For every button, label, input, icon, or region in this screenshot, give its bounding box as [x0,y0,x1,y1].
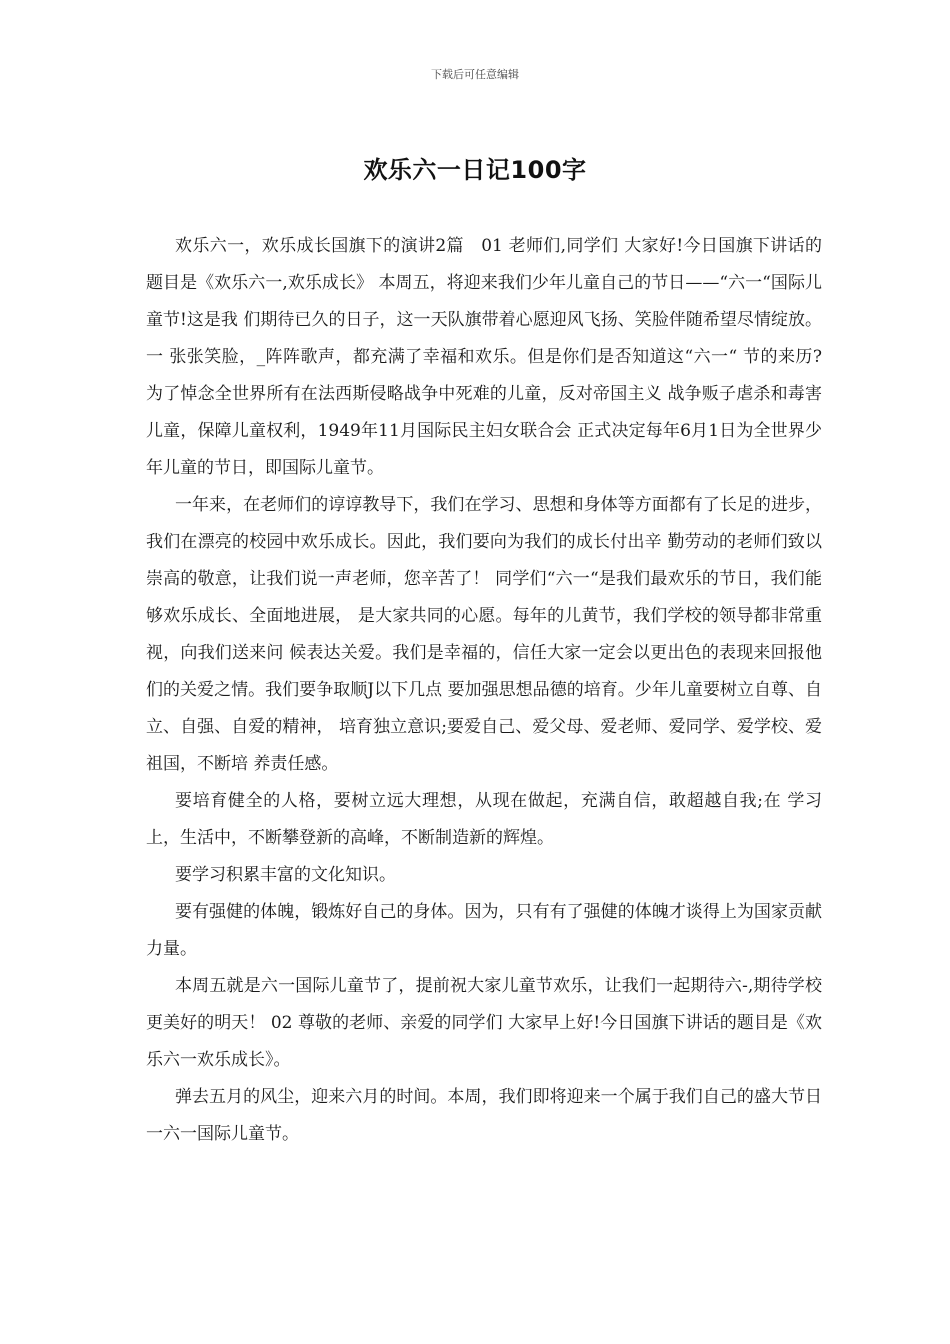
document-title: 欢乐六一日记100字 [363,156,587,184]
header-note: 下载后可任意编辑 [431,68,519,81]
document-body [146,228,822,1153]
paragraph: 欢乐六一，欢乐成长国旗下的演讲2篇 01 老师们,同学们 大家好!今日国旗下讲话的题目是《欢乐六一,欢乐成长》 本周五，将迎来我们少年儿童自己的节日——“六一“国际儿童节!这是我 们期待已久的日子，这一天队旗带着心愿迎风飞扬、笑脸伴随希望尽情绽放。一 张张笑脸，_阵阵歌声，都充满了幸福和欢乐。但是你们是否知道这“六一“ 节的来历? 为了悼念全世界所有在法西斯侵略战争中死难的儿童，反对帝国主义 战争贩子虐杀和毒害儿童，保障儿童权利，1949年11月国际民主妇女联合会 正式决定每年6月1日为全世界少年儿童的节日，即国际儿童节。 [146,236,822,478]
paragraph: 要学习积累丰富的文化知识。 [175,865,396,885]
paragraph: 一年来，在老师们的谆谆教导下，我们在学习、思想和身体等方面都有了长足的进步，我们在漂亮的校园中欢乐成长。因此，我们要向为我们的成长付出辛 勤劳动的老师们致以崇高的敬意，让我们说一声老师，您辛苦了！ 同学们“六一“是我们最欢乐的节日，我们能够欢乐成长、全面地进展， 是大家共同的心愿。每年的儿黄节，我们学校的领导都非常重视，向我们送来问 候表达关爱。我们是幸福的，信任大家一定会以更出色的表现来回报他们的关爱之情。我们要争取顺J以下几点 要加强思想品德的培育。少年儿童要树立自尊、自立、自强、自爱的精神， 培育独立意识;要爱自己、爱父母、爱老师、爱同学、爱学校、爱祖国，不断培 养责任感。 [146,495,822,774]
paragraph: 要培育健全的人格，要树立远大理想，从现在做起，充满自信，敢超越自我;在 学习上，生活中，不断攀登新的高峰，不断制造新的辉煌。 [146,791,822,848]
paragraph: 弹去五月的风尘，迎来六月的时间。本周，我们即将迎来一个属于我们自己的盛大节日一六一国际儿童节。 [146,1087,822,1144]
paragraph: 要有强健的体魄，锻炼好自己的身体。因为，只有有了强健的体魄才谈得上为国家贡献力量。 [146,902,822,959]
paragraph: 本周五就是六一国际儿童节了，提前祝大家儿童节欢乐，让我们一起期待六-,期待学校更美好的明天！ 02 尊敬的老师、亲爱的同学们 大家早上好!今日国旗下讲话的题目是《欢乐六一欢乐成长》。 [146,976,822,1070]
